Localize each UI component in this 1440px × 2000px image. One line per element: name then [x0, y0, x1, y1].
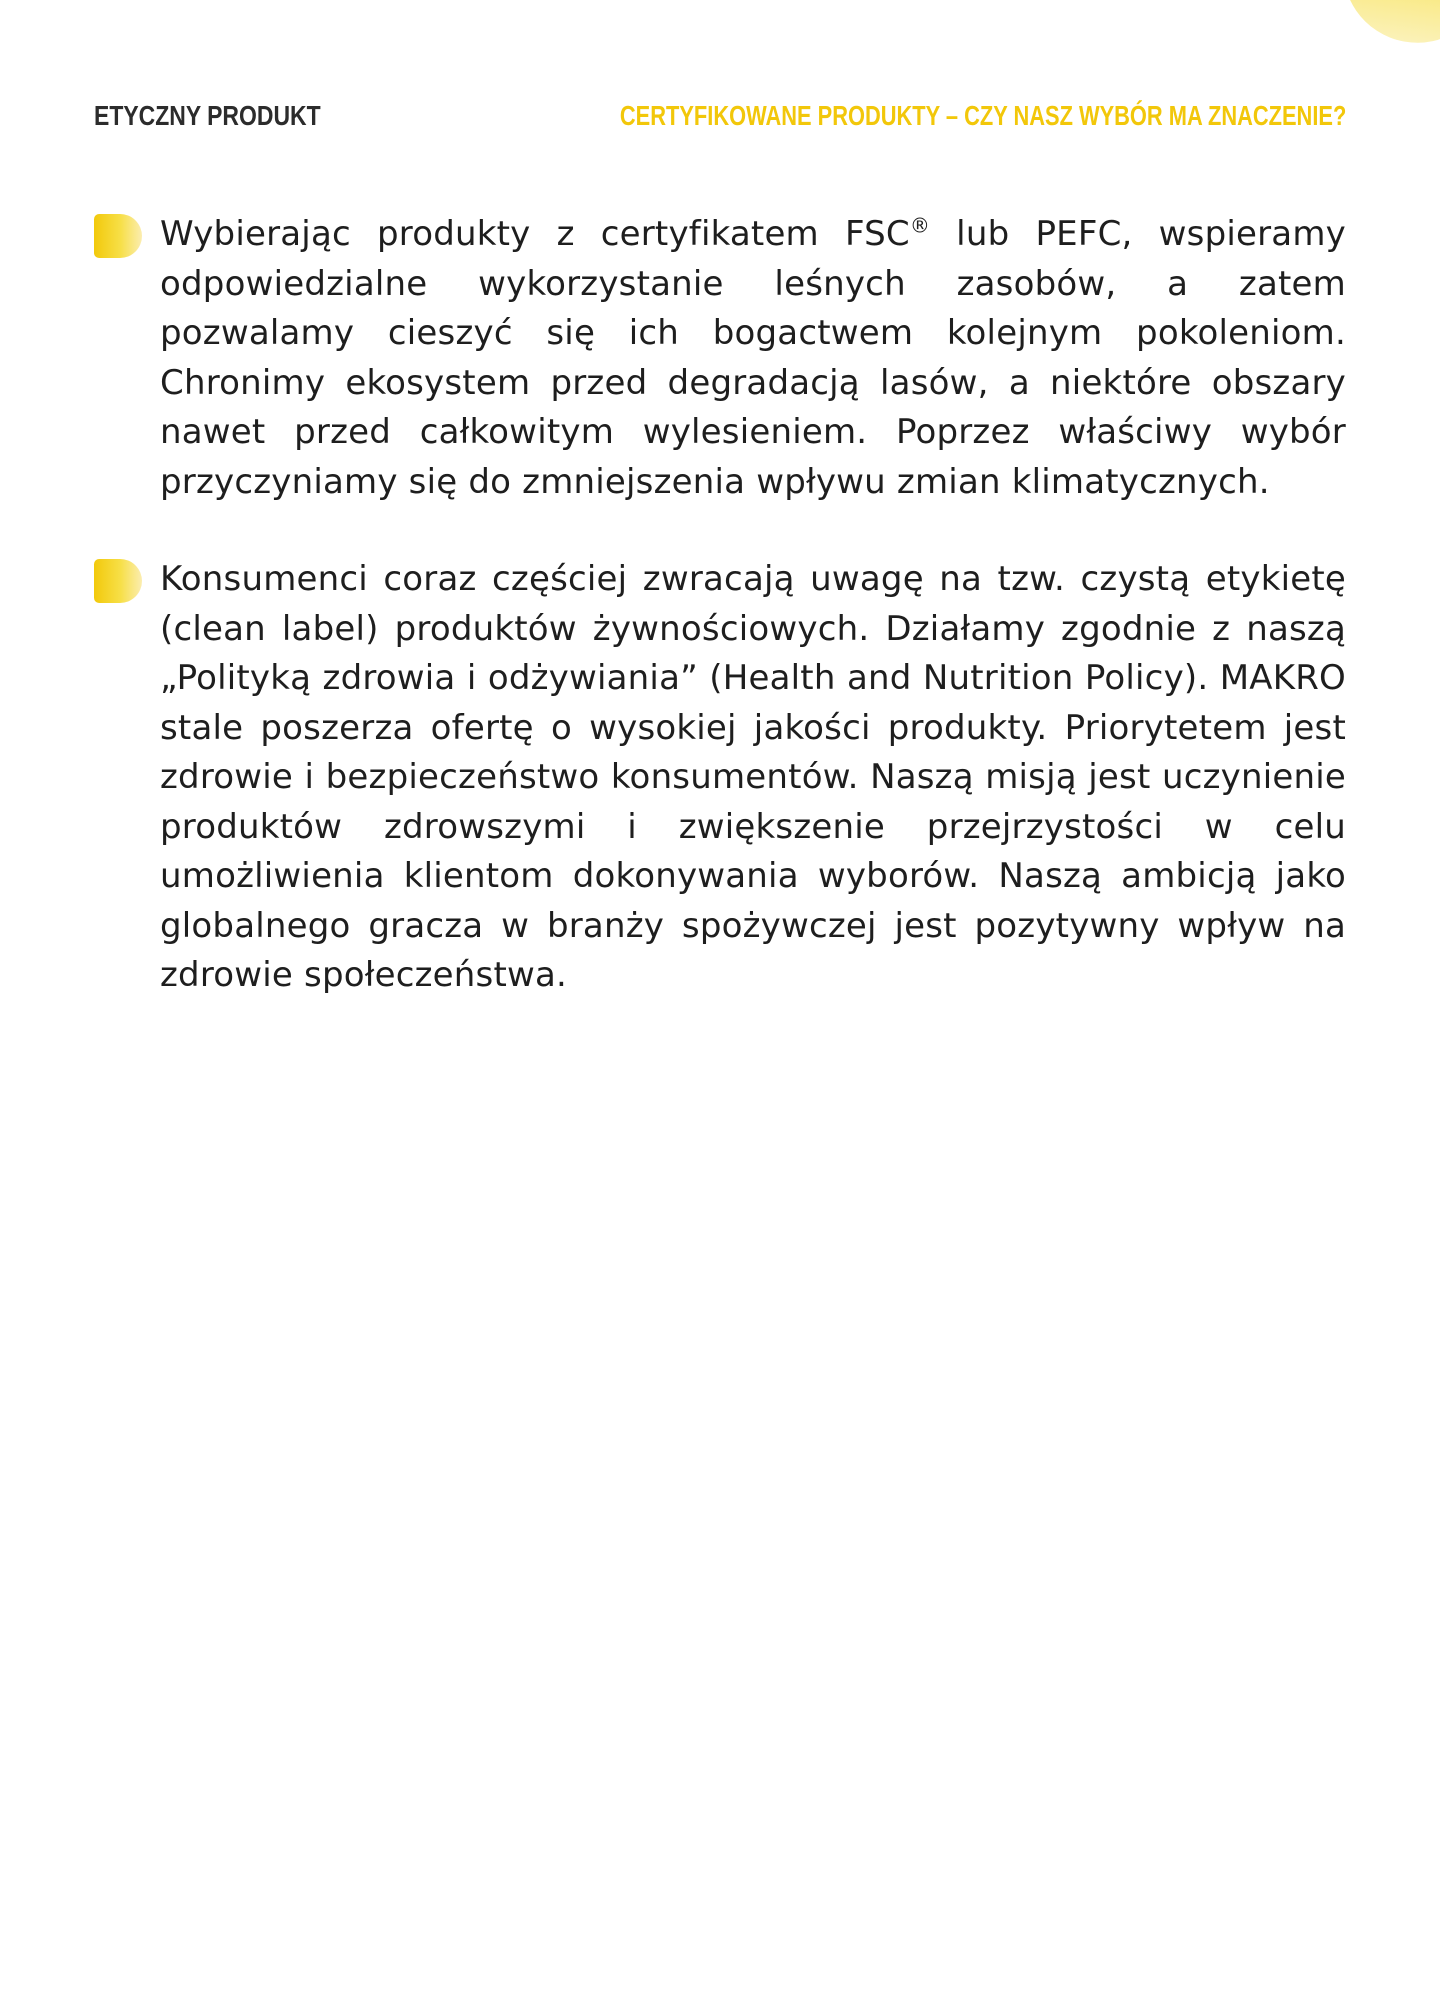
page-header	[94, 96, 1346, 136]
main-content	[94, 210, 1346, 1049]
bullet-marker-icon	[94, 559, 142, 603]
paragraph-text-end: lub PEFC, wspieramy odpowiedzialne wykorzystanie leśnych zasobów, a zatem pozwalamy cieszyć się ich bogactwem kolejnym pokoleniom. Chronimy ekosystem przed degradacją lasów, a niektóre obszary nawet przed całkowitym wylesieniem. Poprzez właściwy wybór przyczyniamy się do zmniejszenia wpływu zmian klimatycznych.	[160, 214, 1346, 502]
chapter-title: CERTYFIKOWANE PRODUKTY – CZY NASZ WYBÓR MA ZNACZENIE?	[619, 100, 1346, 131]
registered-mark: ®	[909, 213, 931, 238]
section-title: ETYCZNY PRODUKT	[94, 100, 321, 131]
paragraph-text-start: Wybierając produkty z certyfikatem FSC	[160, 214, 910, 254]
bullet-item-clean-label	[94, 555, 1346, 1001]
corner-decoration	[1343, 0, 1440, 57]
bullet-item-certification	[94, 210, 1346, 507]
bullet-paragraph: Konsumenci coraz częściej zwracają uwagę na tzw. czystą etykietę (clean label) produktów żywnościowych. Działamy zgodnie z naszą „Polityką zdrowia i odżywiania” (Health and Nutrition Policy). MAKRO stale poszerza ofertę o wysokiej jakości produkty. Priorytetem jest zdrowie i bezpieczeństwo konsumentów. Naszą misją jest uczynienie produktów zdrowszymi i zwiększenie przejrzystości w celu umożliwienia klientom dokonywania wyborów. Naszą ambicją jako globalnego gracza w branży spożywczej jest pozytywny wpływ na zdrowie społeczeństwa.	[160, 559, 1346, 995]
bullet-marker-icon	[94, 214, 142, 258]
bullet-paragraph	[160, 210, 1346, 507]
